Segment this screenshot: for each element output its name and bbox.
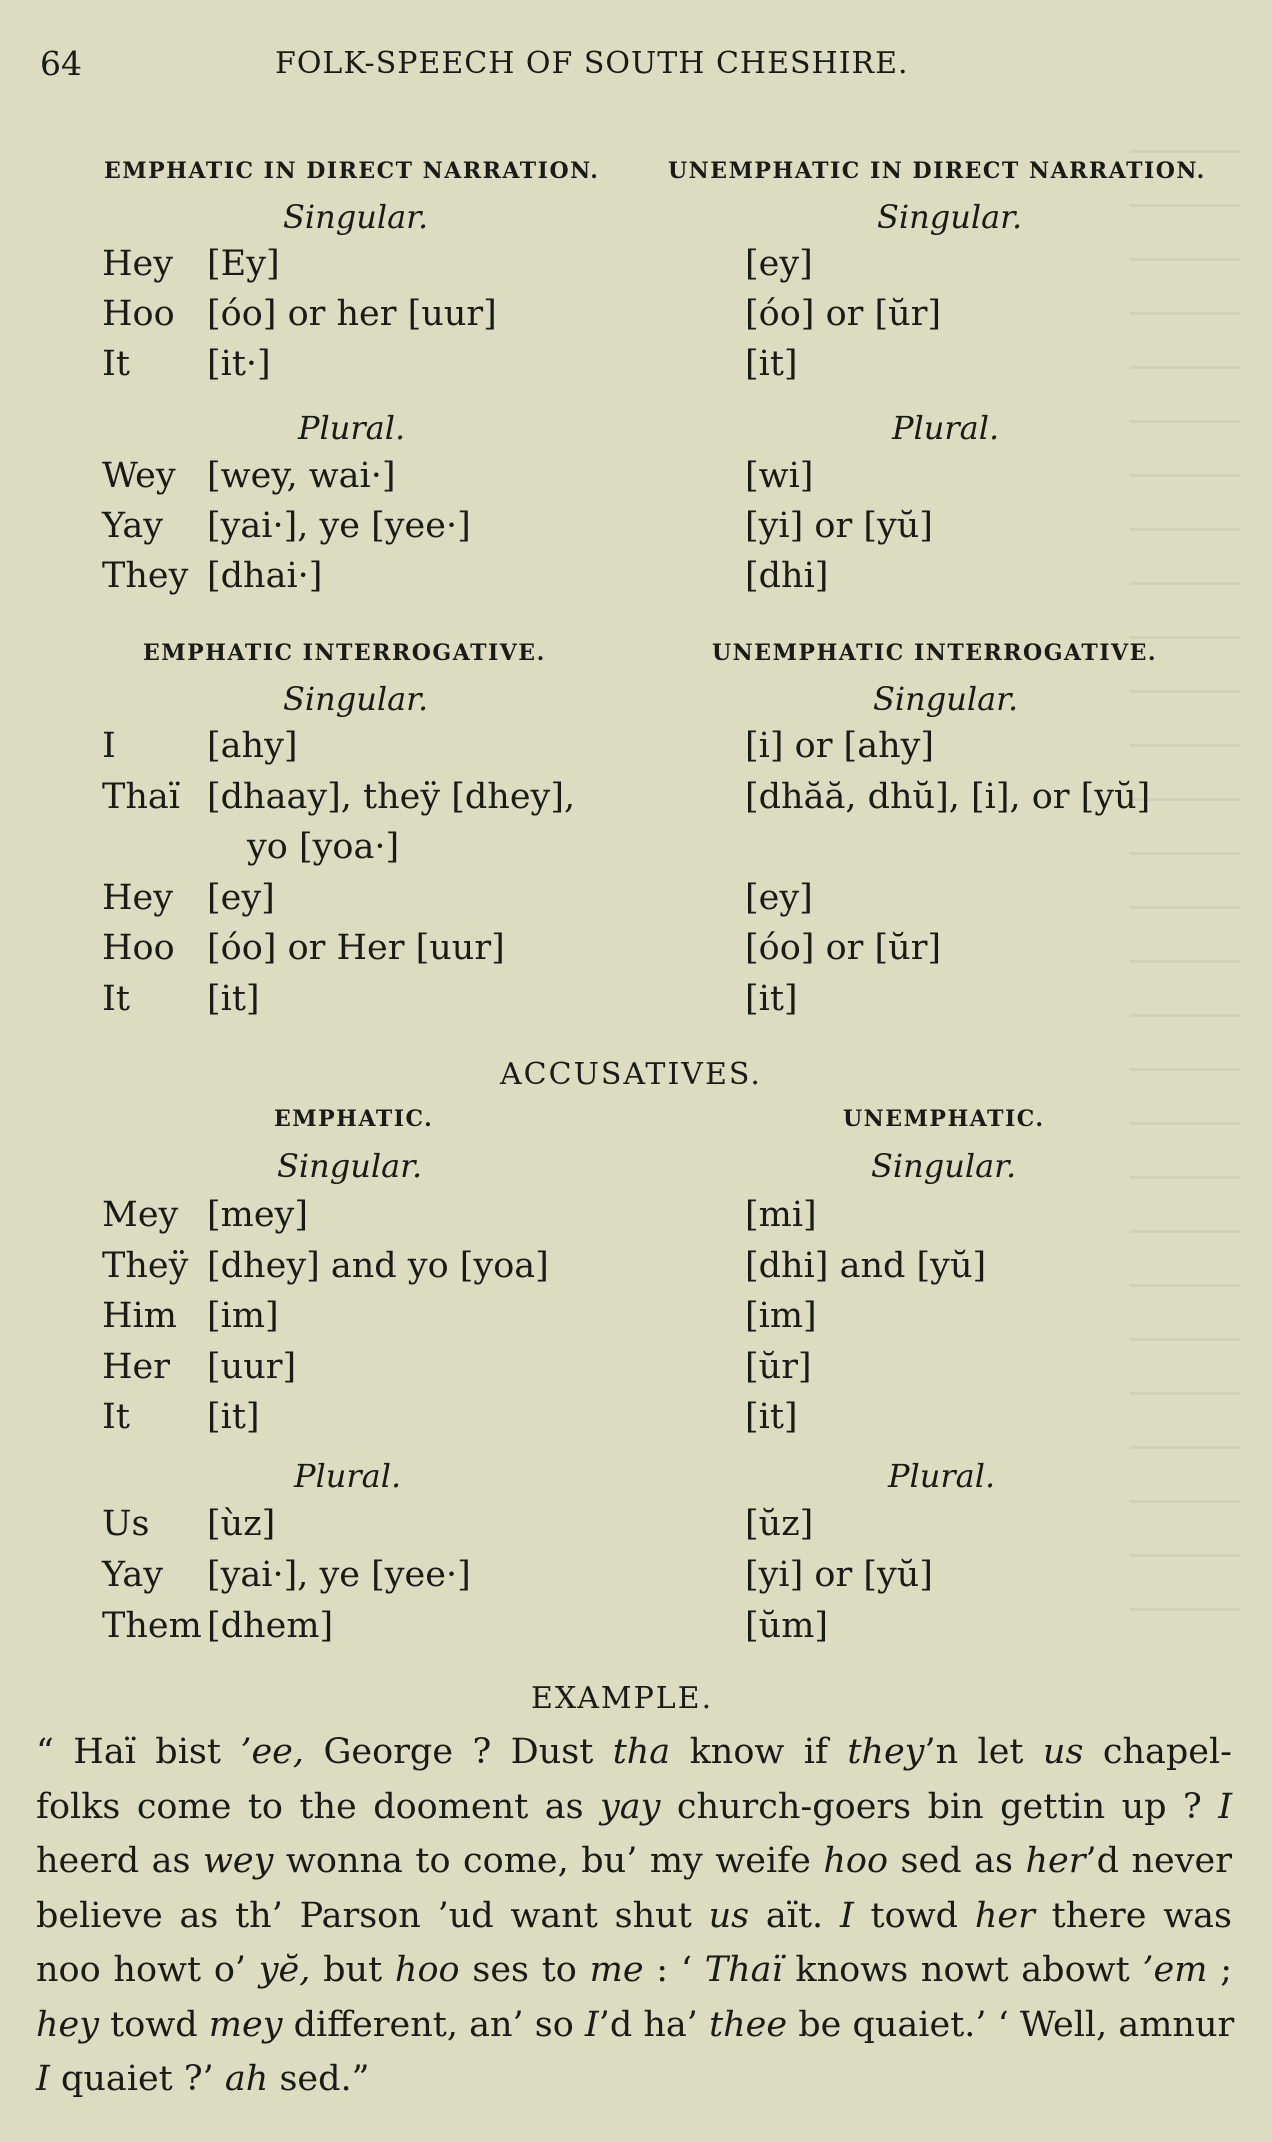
s2-un-5: [it]: [745, 978, 798, 1019]
s1-singular-form-0: [Ey]: [207, 244, 280, 284]
s3-plural-un-1: [yi] or [yŭ]: [745, 1555, 933, 1595]
s1-plural-un-0: [wi]: [745, 456, 814, 496]
example-line-3: believe as th’ Parson ’ud want shut us aït. I towd her there was: [36, 1895, 1232, 1936]
s1-plural-un-1: [yi] or [yŭ]: [745, 506, 933, 546]
running-title: FOLK-SPEECH OF SOUTH CHESHIRE.: [275, 46, 909, 81]
s1-plural-word-1: Yay: [102, 506, 164, 546]
s1-singular-un-2: [it]: [745, 344, 798, 384]
emphatic-interrogative-heading: EMPHATIC INTERROGATIVE.: [143, 640, 546, 666]
s1-singular-word-2: It: [102, 344, 130, 384]
s1-singular-form-2: [it·]: [207, 344, 271, 384]
s1-plural-un-2: [dhi]: [745, 556, 829, 596]
s1-singular-word-0: Hey: [102, 244, 174, 284]
s3-plural-word-2: Them: [102, 1606, 202, 1646]
s1-plural-form-1: [yai·], ye [yee·]: [207, 506, 471, 546]
plural-label-left-3: Plural.: [294, 1457, 402, 1495]
s2-word-0: I: [102, 726, 116, 766]
example-title: EXAMPLE.: [531, 1681, 714, 1716]
s1-singular-form-1: [óo] or her [uur]: [207, 294, 497, 334]
s2-form-3: [ey]: [207, 877, 275, 918]
singular-label-left: Singular.: [283, 198, 429, 236]
s1-singular-un-1: [óo] or [ŭr]: [745, 294, 942, 334]
s2-form-1: [dhaay], theÿ [dhey],: [207, 776, 576, 817]
s3-singular-un-0: [mi]: [745, 1195, 817, 1235]
s3-singular-un-2: [im]: [745, 1296, 817, 1336]
s3-singular-word-3: Her: [102, 1346, 170, 1387]
s3-plural-un-2: [ŭm]: [745, 1606, 829, 1646]
singular-label-left-3: Singular.: [277, 1147, 423, 1185]
s1-plural-form-0: [wey, wai·]: [207, 456, 396, 496]
s3-singular-word-0: Mey: [102, 1195, 179, 1235]
s3-singular-word-2: Him: [102, 1296, 177, 1336]
example-line-4: noo howt o’ yĕ, but hoo ses to me : ‘ Thaï knows nowt abowt ’em ;: [36, 1950, 1232, 1990]
s3-singular-form-3: [uur]: [207, 1346, 297, 1387]
unemphatic-heading: UNEMPHATIC.: [843, 1106, 1045, 1132]
s2-word-4: Hoo: [102, 928, 175, 968]
s3-plural-word-0: Us: [102, 1504, 150, 1544]
s2-form-5: [it]: [207, 978, 260, 1019]
unemphatic-direct-heading: UNEMPHATIC IN DIRECT NARRATION.: [668, 158, 1206, 184]
s1-plural-word-0: Wey: [102, 456, 176, 496]
s3-singular-un-4: [it]: [745, 1397, 798, 1437]
s2-un-4: [óo] or [ŭr]: [745, 928, 942, 968]
s3-plural-word-1: Yay: [102, 1555, 164, 1595]
accusatives-title: ACCUSATIVES.: [500, 1057, 762, 1092]
singular-label-right-3: Singular.: [871, 1147, 1017, 1185]
example-line-2: heerd as wey wonna to come, bu’ my weife hoo sed as her’d never: [36, 1841, 1232, 1881]
s3-singular-form-1: [dhey] and yo [yoa]: [207, 1245, 549, 1286]
s3-singular-form-2: [im]: [207, 1296, 279, 1336]
emphatic-heading: EMPHATIC.: [274, 1106, 434, 1132]
s2-un-1: [dhăă, dhŭ], [i], or [yŭ]: [745, 776, 1151, 817]
unemphatic-interrogative-heading: UNEMPHATIC INTERROGATIVE.: [712, 640, 1158, 666]
s3-plural-form-1: [yai·], ye [yee·]: [207, 1555, 471, 1595]
s1-singular-un-0: [ey]: [745, 244, 813, 284]
example-paragraph: [36, 1725, 1235, 2107]
example-line-0: “ Haï bist ’ee, George ? Dust tha know if they’n let us chapel-: [36, 1732, 1232, 1772]
s1-plural-word-2: They: [102, 556, 189, 596]
example-line-5: hey towd mey different, an’ so I’d ha’ thee be quaiet.’ ‘ Well, amnur: [36, 2004, 1235, 2045]
s3-singular-word-1: Theÿ: [102, 1245, 189, 1286]
s3-plural-form-2: [dhem]: [207, 1606, 334, 1646]
s3-singular-word-4: It: [102, 1397, 130, 1437]
bleed-through-texture: [1130, 150, 1240, 1650]
s2-un-3: [ey]: [745, 877, 813, 918]
s3-plural-un-0: [ŭz]: [745, 1504, 814, 1544]
plural-label-right-3: Plural.: [888, 1457, 996, 1495]
s3-singular-form-4: [it]: [207, 1397, 260, 1437]
s3-singular-form-0: [mey]: [207, 1195, 308, 1235]
s2-form-4: [óo] or Her [uur]: [207, 928, 505, 968]
s2-word-1: Thaï: [102, 776, 180, 817]
s2-word-3: Hey: [102, 877, 174, 918]
singular-label-right-2: Singular.: [873, 680, 1019, 718]
plural-label-right: Plural.: [892, 409, 1000, 447]
s1-singular-word-1: Hoo: [102, 294, 175, 334]
example-line-1: folks come to the dooment as yay church-goers bin gettin up ? I: [36, 1786, 1233, 1827]
page-number: 64: [40, 44, 82, 83]
plural-label-left: Plural.: [298, 409, 406, 447]
singular-label-right: Singular.: [877, 198, 1023, 236]
s1-plural-form-2: [dhai·]: [207, 556, 323, 596]
s2-form-0: [ahy]: [207, 726, 298, 766]
example-line-6: I quaiet ?’ ah sed.”: [36, 2059, 370, 2099]
s3-singular-un-1: [dhi] and [yŭ]: [745, 1245, 987, 1286]
s3-singular-un-3: [ŭr]: [745, 1346, 812, 1387]
s3-plural-form-0: [ùz]: [207, 1504, 276, 1544]
singular-label-left-2: Singular.: [283, 680, 429, 718]
s2-word-5: It: [102, 978, 130, 1019]
s2-form-2: yo [yoa·]: [247, 827, 400, 867]
emphatic-direct-heading: EMPHATIC IN DIRECT NARRATION.: [104, 158, 600, 184]
s2-un-0: [i] or [ahy]: [745, 726, 935, 766]
